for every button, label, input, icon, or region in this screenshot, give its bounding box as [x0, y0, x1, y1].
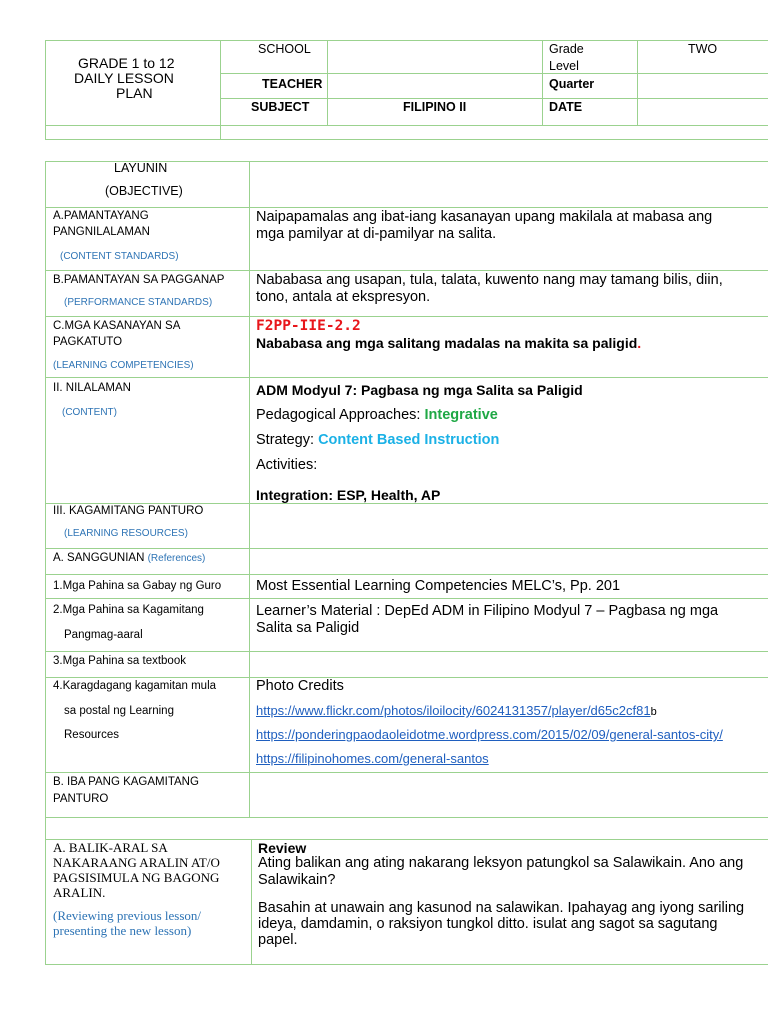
photo-credit-link-1-row	[256, 703, 657, 718]
review-heading: Review	[258, 840, 307, 856]
header-title-line-3: PLAN	[116, 85, 153, 101]
competency-text-main: Nababasa ang mga salitang madalas na makita sa paligid	[256, 335, 638, 351]
quarter-label: Quarter	[549, 77, 595, 91]
competencies-label-1: C.MGA KASANAYAN SA	[53, 320, 181, 332]
activities-label: Activities:	[256, 457, 318, 473]
layunin-label: LAYUNIN	[114, 161, 168, 175]
other-materials-label-1: B. IBA PANG KAGAMITANG	[53, 776, 199, 788]
content-sub: (CONTENT)	[62, 407, 117, 418]
teacher-guide-text: Most Essential Learning Competencies MELC’s, Pp. 201	[256, 578, 621, 594]
content-label: II. NILALAMAN	[53, 382, 131, 394]
competencies-label-2: PAGKATUTO	[53, 336, 123, 348]
teacher-label: TEACHER	[262, 77, 323, 91]
content-standards-sub: (CONTENT STANDARDS)	[60, 251, 179, 262]
review-paragraph-2-line-1: Basahin at unawain ang kasunod na salawikan. Ipahayag ang iyong sariling	[258, 900, 745, 916]
review-label-3: PAGSISIMULA NG BAGONG	[53, 870, 220, 885]
review-paragraph-2-line-3: papel.	[258, 932, 298, 948]
strategy-label: Strategy:	[256, 432, 319, 448]
subject-label: SUBJECT	[251, 100, 310, 114]
review-sub-1: (Reviewing previous lesson/	[53, 908, 202, 923]
learner-material-text-1: Learner’s Material : DepEd ADM in Filipino Modyul 7 – Pagbasa ng mga	[256, 603, 719, 619]
learning-resources-label: III. KAGAMITANG PANTURO	[53, 505, 204, 517]
performance-standards-label: B.PAMANTAYAN SA PAGGANAP	[53, 274, 225, 286]
photo-credit-link-1-suffix: b	[650, 706, 657, 718]
competencies-sub: (LEARNING COMPETENCIES)	[53, 360, 194, 371]
review-paragraph-1-line-1: Ating balikan ang ating nakarang leksyon patungkol sa Salawikain. Ano ang	[258, 855, 744, 871]
references-label-text: A. SANGGUNIAN	[53, 552, 148, 564]
integration-text: Integration: ESP, Health, AP	[256, 487, 441, 503]
review-sub-2: presenting the new lesson)	[53, 923, 192, 938]
pedagogical-approaches	[256, 407, 498, 423]
header-title-line-2: DAILY LESSON	[74, 70, 174, 86]
competency-text-period: .	[637, 335, 642, 351]
review-label-1: A. BALIK-ARAL SA	[53, 840, 168, 855]
teacher-guide-label: 1.Mga Pahina sa Gabay ng Guro	[53, 580, 222, 592]
grade-label-2: Level	[549, 59, 579, 73]
references-label-sub: (References)	[147, 553, 206, 564]
module-title: ADM Modyul 7: Pagbasa ng mga Salita sa Paligid	[256, 382, 583, 398]
other-materials-label-2: PANTURO	[53, 793, 109, 805]
photo-credit-link-2[interactable]: https://ponderingpaodaoleidotme.wordpress.com/2015/02/09/general-santos-city/	[256, 727, 723, 742]
additional-materials-label-2: sa postal ng Learning	[64, 705, 174, 717]
learner-material-label-1: 2.Mga Pahina sa Kagamitang	[53, 604, 204, 616]
learning-resources-sub: (LEARNING RESOURCES)	[64, 528, 188, 539]
content-standards-label-2: PANGNILALAMAN	[53, 226, 150, 238]
performance-standards-text-1: Nababasa ang usapan, tula, talata, kuwento nang may tamang bilis, diin,	[256, 272, 723, 288]
school-label: SCHOOL	[258, 42, 311, 56]
review-label-2: NAKARAANG ARALIN AT/O	[53, 855, 220, 870]
objective-label: (OBJECTIVE)	[105, 184, 183, 198]
content-standards-text-1: Naipapamalas ang ibat-iang kasanayan upang makilala at mabasa ang	[256, 209, 713, 225]
strategy	[256, 432, 499, 448]
additional-materials-label-1: 4.Karagdagang kagamitan mula	[53, 680, 217, 692]
header-title-line-1: GRADE 1 to 12	[78, 55, 175, 71]
performance-standards-text-2: tono, antala at ekspresyon.	[256, 289, 431, 305]
photo-credit-link-1[interactable]: https://www.flickr.com/photos/iloilocity/6024131357/player/d65c2cf81	[256, 703, 651, 718]
textbook-label: 3.Mga Pahina sa textbook	[53, 655, 186, 667]
references-label	[53, 552, 205, 564]
strategy-value: Content Based Instruction	[318, 432, 500, 448]
learner-material-text-2: Salita sa Paligid	[256, 620, 360, 636]
pedagogical-value: Integrative	[424, 407, 498, 423]
learner-material-label-2: Pangmag-aaral	[64, 629, 143, 641]
review-paragraph-1-line-2: Salawikain?	[258, 872, 336, 888]
date-label: DATE	[549, 100, 583, 114]
photo-credits-label: Photo Credits	[256, 678, 344, 694]
competency-text	[256, 335, 641, 351]
pedagogical-label: Pedagogical Approaches:	[256, 407, 425, 423]
competency-code: F2PP-IIE-2.2	[256, 318, 361, 334]
additional-materials-label-3: Resources	[64, 729, 119, 741]
performance-standards-sub: (PERFORMANCE STANDARDS)	[64, 297, 213, 308]
review-paragraph-2-line-2: ideya, damdamin, o raksiyon tungkol ditto. isulat ang sagot sa sagutang	[258, 916, 718, 932]
grade-value: TWO	[688, 42, 718, 56]
content-standards-text-2: mga pamilyar at di-pamilyar na salita.	[256, 226, 497, 242]
grade-label-1: Grade	[549, 42, 584, 56]
review-label-4: ARALIN.	[53, 885, 106, 900]
content-standards-label-1: A.PAMANTAYANG	[53, 210, 149, 222]
photo-credit-link-3[interactable]: https://filipinohomes.com/general-santos	[256, 751, 489, 766]
subject-value: FILIPINO II	[403, 100, 467, 114]
